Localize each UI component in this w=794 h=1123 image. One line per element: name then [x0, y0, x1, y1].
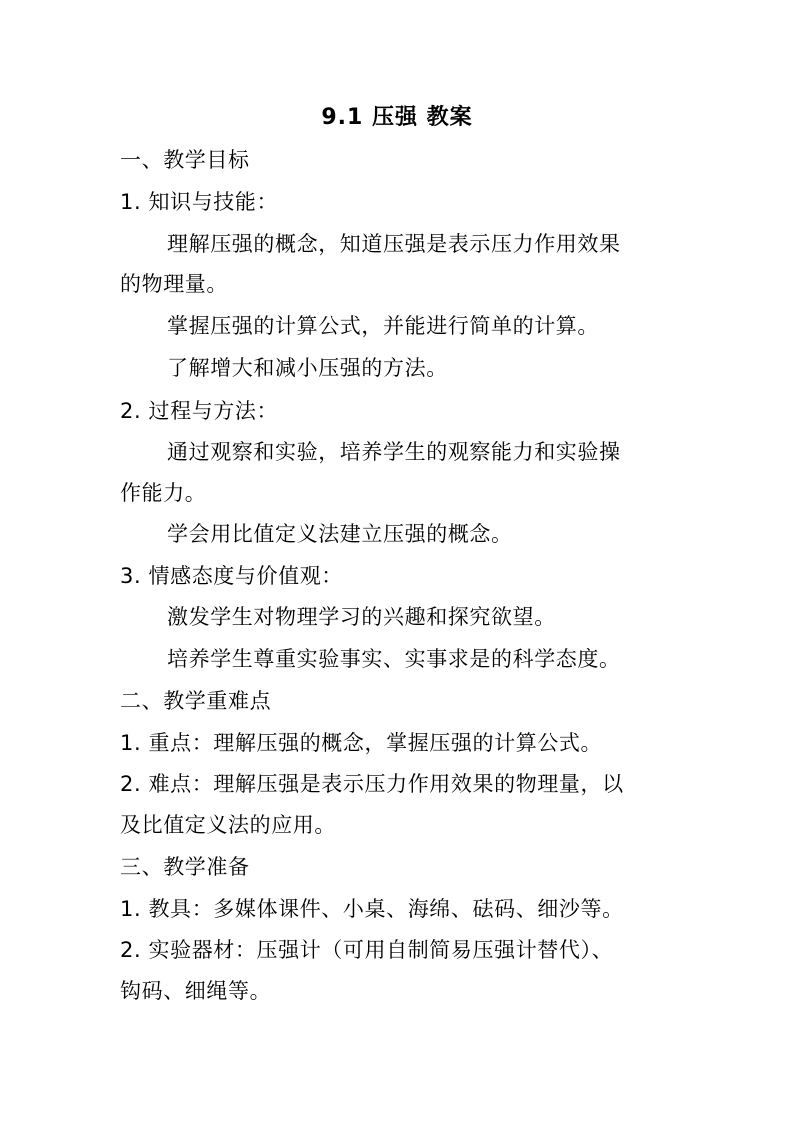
paragraph-line: 激发学生对物理学习的兴趣和探究欲望。: [167, 605, 556, 629]
list-item: 1. 重点：理解压强的概念，掌握压强的计算公式。: [120, 731, 603, 755]
paragraph-line: 学会用比值定义法建立压强的概念。: [167, 522, 513, 546]
section-heading-key-points: 二、教学重难点: [120, 689, 272, 713]
subheading-process-methods: 2. 过程与方法：: [120, 399, 279, 423]
paragraph-line: 培养学生尊重实验事实、实事求是的科学态度。: [167, 647, 621, 671]
list-item: 1. 教具：多媒体课件、小桌、海绵、砝码、细沙等。: [120, 897, 624, 921]
section-heading-preparation: 三、教学准备: [120, 855, 250, 879]
paragraph-line: 的物理量。: [120, 272, 228, 296]
paragraph-line: 理解压强的概念，知道压强是表示压力作用效果: [167, 232, 621, 256]
subheading-emotion-values: 3. 情感态度与价值观：: [120, 564, 343, 588]
paragraph-line: 作能力。: [120, 481, 207, 505]
list-item-continuation: 及比值定义法的应用。: [120, 813, 336, 837]
list-item: 2. 实验器材：压强计（可用自制简易压强计替代）、: [120, 938, 614, 962]
subheading-knowledge-skills: 1. 知识与技能：: [120, 190, 279, 214]
section-heading-objectives: 一、教学目标: [120, 148, 250, 172]
list-item: 2. 难点：理解压强是表示压力作用效果的物理量，以: [120, 772, 624, 796]
paragraph-line: 掌握压强的计算公式，并能进行简单的计算。: [167, 314, 599, 338]
document-title: 9.1 压强 教案: [321, 105, 473, 130]
paragraph-line: 了解增大和减小压强的方法。: [167, 356, 448, 380]
list-item-continuation: 钩码、细绳等。: [120, 979, 272, 1003]
paragraph-line: 通过观察和实验，培养学生的观察能力和实验操: [167, 440, 621, 464]
